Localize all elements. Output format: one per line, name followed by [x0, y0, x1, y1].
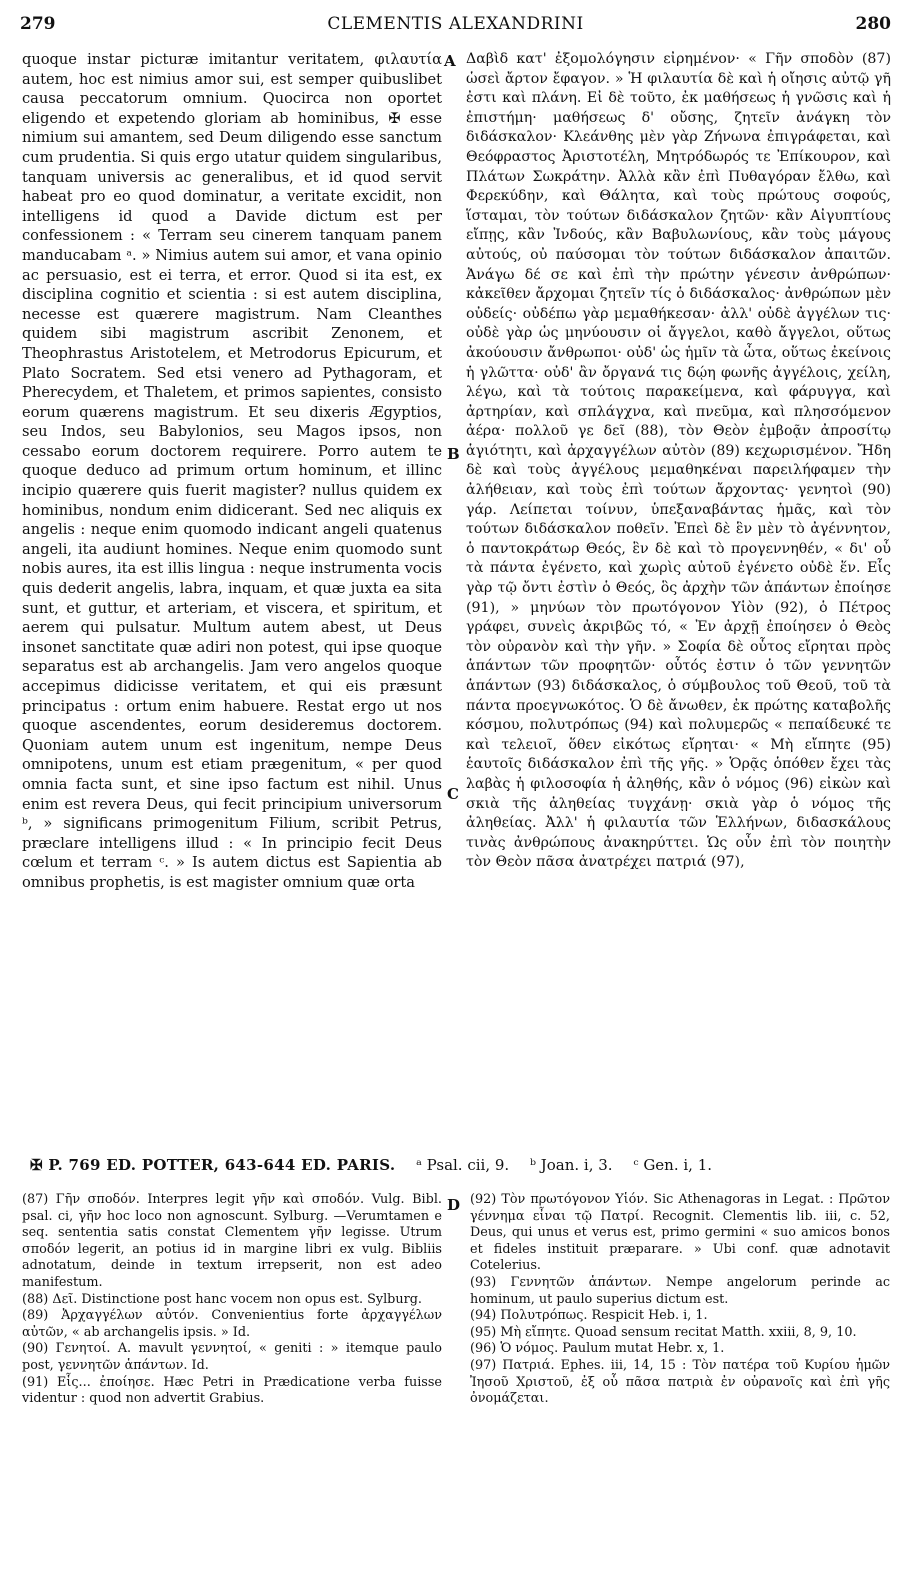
running-title: CLEMENTIS ALEXANDRINI — [327, 14, 584, 34]
footnote: (96) Ὁ νόμος. Paulum mutat Hebr. x, 1. — [470, 1341, 725, 1357]
footnotes-right — [470, 1192, 890, 1408]
footnote: (92) Τὸν πρωτόγονον Υἱόν. Sic Athenagoras in Legat. : Πρῶτον γέννημα εἶναι τῷ Πατρί. Recognit. Clementis lib. iii, c. 52, Deus, qui unus et verus est, primo germini « suo amicos bonos et fideles instituit præparare. » Ubi conf. quæ adnotavit Cotelerius. — [470, 1192, 890, 1274]
footnotes-left — [22, 1192, 442, 1408]
page-header — [20, 14, 891, 40]
bible-ref-b: ᵇ Joan. i, 3. — [529, 1156, 613, 1174]
footnote: (90) Γενητοί. A. mavult γεννητοί, « geniti : » itemque paulo post, γεννητῶν ἁπάντων. Id. — [22, 1341, 442, 1373]
bible-ref-a: ᵃ Psal. cii, 9. — [416, 1156, 510, 1174]
footnote: (93) Γεννητῶν ἁπάντων. Nempe angelorum perinde ac hominum, ut paulo superius dictum est. — [470, 1274, 890, 1307]
latin-text: quoque instar picturæ imitantur veritatem, φιλαυτία autem, hoc est nimius amor sui, est semper quibuslibet causa peccatorum omnium. Quocirca non oportet eligendo et expetendo gloriam ab hominibus, ✠ esse nimium sui amantem, sed Deum diligendo esse sanctum cum prudentia. Si quis ergo utatur quidem singularibus, tanquam universis ac generalibus, et id quod servit habeat pro eo quod dominatur, a veritate excidit, non intelligens id quod a Davide dictum est per confessionem : « Terram seu cinerem tanquam panem manducabam ᵃ. » Nimius autem sui amor, et vana opinio ac persuasio, est ei terra, et error. Quod si ita est, ex disciplina cognitio et scientia : si est autem disciplina, necesse est quærere magistrum. Nam Cleanthes quidem sibi magistrum ascribit Zenonem, et Theophrastus Aristotelem, et Metrodorus Epicurum, et Plato Socratem. Sed etsi venero ad Pythagoram, et Pherecydem, et Thaletem, et primos sapientes, consisto eorum quærens magistrum. Et seu dixeris Ægyptios, seu Indos, seu Babylonios, seu Magos ipsos, non cessabo eorum doctorem requirere. Porro autem te quoque deduco ad primum ortum hominum, et illinc incipio quærere quis fuerit magister? nullus quidem ex hominibus, nondum enim didicerant. Sed nec aliquis ex angelis : neque enim quomodo indicant angeli quatenus angeli, ita audiunt homines. Neque enim quomodo sunt nobis aures, ita est illis lingua : neque instrumenta vocis quis dederit angelis, labra, inquam, et quæ juxta ea sita sunt, et guttur, et arteriam, et viscera, et spiritum, et aerem qui pulsatur. Multum autem abest, ut Deus insonet sanctitate quæ adiri non potest, qui ipse quoque separatus est ab archangelis. Jam vero angelos quoque accepimus didicisse veritatem, et qui eis præsunt principatus : ortum enim habuere. Restat ergo ut nos quoque ascendentes, eorum desideremus doctorem. Quoniam autem unum est ingenitum, nempe Deus omnipotens, unum est etiam prægenitum, « per quod omnia facta sunt, et sine ipso factum est nihil. Unus enim est revera Deus, qui fecit principium universorum ᵇ, » significans primogenitum Filium, scribit Petrus, præclare intelligens illud : « In principio fecit Deus cœlum et terram ᶜ. » Is autem dictus est Sapientia ab omnibus prophetis, is est magister omnium quæ orta — [22, 51, 442, 891]
edition-reference: ✠ P. 769 ED. POTTER, 643-644 ED. PARIS. — [30, 1156, 396, 1174]
source-reference-line — [30, 1156, 891, 1174]
footnote: (95) Μὴ εἴπητε. Quoad sensum recitat Matth. xxiii, 8, 9, 10. — [470, 1324, 857, 1340]
footnote: (87) Γῆν σποδόν. Interpres legit γῆν καὶ σποδόν. Vulg. Bibl. psal. ci, γῆν hoc loco non agnoscunt. Sylburg. —Verumtamen e seq. sententia satis constat Clementem γῆν legisse. Utrum σποδόν legerit, an potius id in margine libri ex vulg. Bibliis adnotatum, deinde in textum irrepserit, non est adeo manifestum. — [22, 1192, 442, 1290]
margin-letter-c: C — [447, 785, 459, 803]
margin-letter-d: D — [447, 1196, 461, 1214]
footnote: (97) Πατριά. Ephes. iii, 14, 15 : Τὸν πατέρα τοῦ Κυρίου ἡμῶν Ἰησοῦ Χριστοῦ, ἐξ οὗ πᾶσα πατριὰ ἐν οὐρανοῖς καὶ ἐπὶ γῆς ὀνομάζεται. — [470, 1357, 890, 1407]
latin-column — [22, 50, 442, 893]
footnote: (94) Πολυτρόπως. Respicit Heb. i, 1. — [470, 1308, 708, 1324]
footnote: (91) Εἷς... ἐποίησε. Hæc Petri in Prædicatione verba fuisse videntur : quod non advertit Grabius. — [22, 1374, 442, 1407]
bible-ref-c: ᶜ Gen. i, 1. — [633, 1156, 713, 1174]
greek-column — [466, 50, 891, 873]
footnote: (89) Ἀρχαγγέλων αὐτόν. Convenientius forte ἀρχαγγέλων αὐτῶν, « ab archangelis ipsis. » Id. — [22, 1308, 442, 1340]
footnote: (88) Δεῖ. Distinctione post hanc vocem non opus est. Sylburg. — [22, 1291, 422, 1307]
left-page-number: 279 — [20, 14, 56, 34]
margin-letter-b: B — [447, 445, 460, 463]
greek-text: Δαβὶδ κατ' ἐξομολόγησιν εἰρημένον· « Γῆν σποδὸν (87) ὡσεὶ ἄρτον ἔφαγον. » Ἡ φιλαυτία δὲ καὶ ἡ οἴησις αὐτῷ γῆ ἐστι καὶ πλάνη. Εἰ δὲ τοῦτο, ἐκ μαθήσεως ἡ γνῶσις καὶ ἡ ἐπιστήμη· μαθήσεως δ' οὔσης, ζητεῖν ἀνάγκη τὸν διδάσκαλον· Κλεάνθης μὲν γὰρ Ζήνωνα ἐπιγράφεται, καὶ Θεόφραστος Ἀριστοτέλη, Μητρόδωρός τε Ἐπίκουρον, καὶ Πλάτων Σωκράτην. Ἀλλὰ κἂν ἐπὶ Πυθαγόραν ἔλθω, καὶ Φερεκύδην, καὶ Θάλητα, καὶ τοὺς πρώτους σοφούς, ἵσταμαι, τὸν τούτων διδάσκαλον ζητῶν· κἂν Αἰγυπτίους εἴπῃς, κἂν Ἰνδούς, κἂν Βαβυλωνίους, κἂν τοὺς μάγους αὐτούς, οὐ παύσομαι τὸν τούτων διδάσκαλον ἀπαιτῶν. Ἀνάγω δέ σε καὶ ἐπὶ τὴν πρώτην γένεσιν ἀνθρώπων· κἀκεῖθεν ἄρχομαι ζητεῖν τίς ὁ διδάσκαλος· ἀνθρώπων μὲν οὐδείς· οὐδέπω γὰρ μεμαθήκεσαν· ἀλλ' οὐδὲ ἀγγέλων τις· οὐδὲ γὰρ ὡς μηνύουσιν οἱ ἄγγελοι, καθὸ ἄγγελοι, οὕτως ἀκούουσιν ἄνθρωποι· οὐδ' ὡς ἡμῖν τὰ ὦτα, οὕτως ἐκείνοις ἡ γλῶττα· οὐδ' ἂν ὄργανά τις δῴη φωνῆς ἀγγέλοις, χείλη, λέγω, καὶ τὰ τούτοις παρακείμενα, καὶ φάρυγγα, καὶ ἀρτηρίαν, καὶ σπλάγχνα, καὶ πνεῦμα, καὶ πλησσόμενον ἀέρα· πολλοῦ γε δεῖ (88), τὸν Θεὸν ἐμβοᾷν ἀπροσίτῳ ἁγιότητι, καὶ ἀρχαγγέλων αὐτὸν (89) κεχωρισμένον. Ἤδη δὲ καὶ τοὺς ἀγγέλους μεμαθηκέναι παρειλήφαμεν τὴν ἀλήθειαν, καὶ τοὺς ἐπὶ τούτων ἄρχοντας· γενητοὶ (90) γάρ. Λείπεται τοίνυν, ὑπεξαναβάντας ἡμᾶς, καὶ τὸν τούτων διδάσκαλον ποθεῖν. Ἐπεὶ δὲ ἓν μὲν τὸ ἀγέννητον, ὁ παντοκράτωρ Θεός, ἓν δὲ καὶ τὸ προγεννηθέν, « δι' οὗ τὰ πάντα ἐγένετο, καὶ χωρὶς αὐτοῦ ἐγένετο οὐδὲ ἕν. Εἷς γὰρ τῷ ὄντι ἐστὶν ὁ Θεός, ὃς ἀρχὴν τῶν ἁπάντων ἐποίησε (91), » μηνύων τὸν πρωτόγονον Υἱὸν (92), ὁ Πέτρος γράφει, συνεὶς ἀκριβῶς τό, « Ἐν ἀρχῇ ἐποίησεν ὁ Θεὸς τὸν οὐρανὸν καὶ τὴν γῆν. » Σοφία δὲ οὗτος εἴρηται πρὸς ἁπάντων τῶν προφητῶν· οὗτός ἐστιν ὁ τῶν γεννητῶν ἁπάντων (93) διδάσκαλος, ὁ σύμβουλος τοῦ Θεοῦ, τοῦ τὰ πάντα προεγνωκότος. Ὁ δὲ ἄνωθεν, ἐκ πρώτης καταβολῆς κόσμου, πολυτρόπως (94) καὶ πολυμερῶς « πεπαίδευκέ τε καὶ τελειοῖ, ὅθεν εἰκότως εἴρηται· « Μὴ εἴπητε (95) ἑαυτοῖς διδάσκαλον ἐπὶ τῆς γῆς. » Ὁρᾷς ὁπόθεν ἔχει τὰς λαβὰς ἡ φιλοσοφία ἡ ἀληθής, κἂν ὁ νόμος (96) εἰκὼν καὶ σκιὰ τῆς ἀληθείας τυγχάνῃ· σκιὰ γὰρ ὁ νόμος τῆς ἀληθείας. Ἀλλ' ἡ φιλαυτία τῶν Ἑλλήνων, διδασκάλους τινὰς ἀνθρώπους ἀνακηρύττει. Ὡς οὖν ἐπὶ τὸν ποιητὴν τὸν Θεὸν πᾶσα ἀνατρέχει πατριά (97), — [466, 51, 891, 871]
margin-letter-a: A — [444, 52, 456, 70]
right-page-number: 280 — [855, 14, 891, 34]
